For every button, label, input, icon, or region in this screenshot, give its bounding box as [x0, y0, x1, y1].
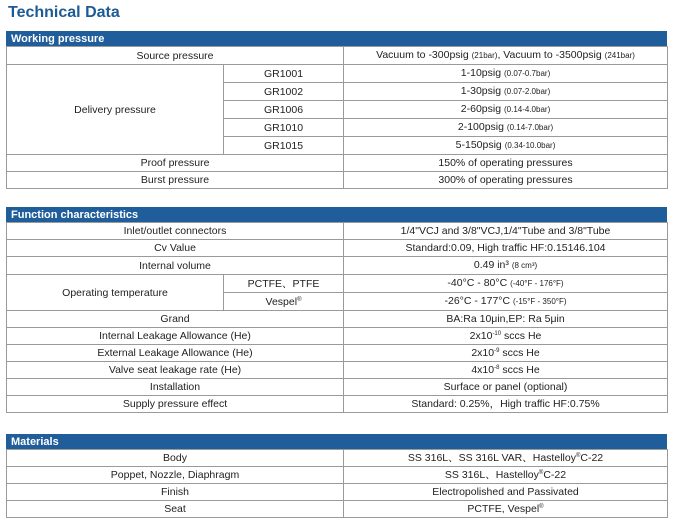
value-text: , Vacuum to -3500psig	[497, 49, 602, 61]
unit-text: (0.07-2.0bar)	[503, 87, 551, 96]
row-value	[344, 101, 668, 119]
row-value: 150% of operating pressures	[344, 155, 668, 172]
value-text: 4x10	[471, 364, 495, 376]
table-row	[7, 240, 668, 257]
exponent: -8	[494, 365, 500, 371]
row-value	[344, 47, 668, 65]
model-cell: GR1015	[224, 137, 344, 155]
table-row	[7, 467, 668, 484]
table-row	[7, 257, 668, 275]
value-text: C-22	[580, 452, 604, 464]
row-value	[344, 450, 668, 467]
row-value: Standard: 0.25%，High traffic HF:0.75%	[344, 396, 668, 413]
model-cell: GR1006	[224, 101, 344, 119]
table-row	[7, 484, 668, 501]
value-text: 2-100psig	[457, 121, 504, 133]
row-value	[344, 362, 668, 379]
value-text: 2x10	[471, 347, 495, 359]
unit-text: (21bar)	[471, 51, 498, 60]
row-label: Internal volume	[7, 257, 344, 275]
row-value	[344, 119, 668, 137]
row-label: Proof pressure	[7, 155, 344, 172]
material-cell	[224, 293, 344, 311]
value-text: 0.49 in³	[473, 259, 509, 271]
row-value	[344, 275, 668, 293]
table-row	[7, 172, 668, 189]
row-label: External Leakage Allowance (He)	[7, 345, 344, 362]
material-cell: PCTFE、PTFE	[224, 275, 344, 293]
value-text: -26°C - 177°C	[444, 295, 511, 307]
table-row	[7, 345, 668, 362]
working-pressure-table	[6, 46, 668, 189]
row-label: Seat	[7, 501, 344, 518]
table-row	[7, 396, 668, 413]
row-value	[344, 293, 668, 311]
function-table	[6, 222, 668, 413]
working-pressure-section	[6, 31, 667, 189]
unit-text: (0.07-0.7bar)	[503, 69, 551, 78]
unit-text: (-15°F - 350°F)	[513, 297, 567, 306]
model-cell: GR1010	[224, 119, 344, 137]
table-row	[7, 65, 668, 83]
table-row	[7, 328, 668, 345]
row-label: Source pressure	[7, 47, 344, 65]
unit-text: (-40°F - 176°F)	[510, 279, 564, 288]
table-row	[7, 501, 668, 518]
row-label: Valve seat leakage rate (He)	[7, 362, 344, 379]
exponent: -9	[494, 348, 500, 354]
row-value	[344, 65, 668, 83]
value-text: 1-30psig	[460, 85, 502, 97]
unit-text: (241bar)	[604, 51, 635, 60]
materials-table	[6, 449, 668, 518]
function-section	[6, 207, 667, 413]
unit-text: sccs He	[499, 364, 540, 376]
section-header: Function characteristics	[6, 207, 667, 222]
model-cell: GR1002	[224, 83, 344, 101]
row-value: Surface or panel (optional)	[344, 379, 668, 396]
table-row	[7, 47, 668, 65]
table-row	[7, 311, 668, 328]
row-value	[344, 83, 668, 101]
table-row	[7, 379, 668, 396]
row-value: 300% of operating pressures	[344, 172, 668, 189]
table-row	[7, 450, 668, 467]
row-label: Internal Leakage Allowance (He)	[7, 328, 344, 345]
row-value	[344, 501, 668, 518]
registered-mark: ®	[539, 504, 544, 510]
row-value	[344, 345, 668, 362]
exponent: -10	[492, 331, 502, 337]
value-text: -40°C - 80°C	[447, 277, 508, 289]
value-text: 5-150psig	[455, 139, 502, 151]
unit-text: sccs He	[499, 347, 540, 359]
row-label: Poppet, Nozzle, Diaphragm	[7, 467, 344, 484]
value-text: PCTFE, Vespel	[467, 503, 540, 515]
row-label: Supply pressure effect	[7, 396, 344, 413]
row-value: 1/4"VCJ and 3/8"VCJ,1/4"Tube and 3/8"Tube	[344, 223, 668, 240]
row-value	[344, 328, 668, 345]
section-header: Materials	[6, 434, 667, 449]
value-text: Vacuum to -300psig	[376, 49, 469, 61]
unit-text: sccs He	[501, 330, 542, 342]
unit-text: (0.34-10.0bar)	[504, 141, 556, 150]
row-label: Burst pressure	[7, 172, 344, 189]
row-value: Standard:0.09, High traffic HF:0.15146.104	[344, 240, 668, 257]
table-row	[7, 275, 668, 293]
value-text: 1-10psig	[460, 67, 502, 79]
table-row	[7, 223, 668, 240]
value-text: SS 316L、Hastelloy	[444, 469, 539, 481]
page-title: Technical Data	[8, 4, 120, 21]
value-text: Vespel	[265, 295, 298, 308]
row-value: Electropolished and Passivated	[344, 484, 668, 501]
row-value	[344, 467, 668, 484]
model-cell: GR1001	[224, 65, 344, 83]
table-row	[7, 155, 668, 172]
row-label: Body	[7, 450, 344, 467]
row-label: Inlet/outlet connectors	[7, 223, 344, 240]
value-text: SS 316L、SS 316L VAR、Hastelloy	[407, 452, 576, 464]
value-text: C-22	[543, 469, 567, 481]
unit-text: (8 cm³)	[511, 261, 538, 270]
value-text: 2-60psig	[460, 103, 502, 115]
registered-mark: ®	[538, 470, 544, 476]
row-label: Cv Value	[7, 240, 344, 257]
row-label: Delivery pressure	[7, 65, 224, 155]
section-header: Working pressure	[6, 31, 667, 46]
value-text: 2x10	[469, 330, 493, 342]
row-value: BA:Ra 10μin,EP: Ra 5μin	[344, 311, 668, 328]
row-label: Grand	[7, 311, 344, 328]
unit-text: (0.14-4.0bar)	[503, 105, 551, 114]
registered-mark: ®	[575, 453, 581, 459]
row-value	[344, 137, 668, 155]
table-row	[7, 362, 668, 379]
row-label: Installation	[7, 379, 344, 396]
row-value	[344, 257, 668, 275]
unit-text: (0.14-7.0bar)	[506, 123, 554, 132]
materials-section	[6, 434, 667, 518]
row-label: Finish	[7, 484, 344, 501]
registered-mark: ®	[297, 296, 302, 303]
row-label: Operating temperature	[7, 275, 224, 311]
